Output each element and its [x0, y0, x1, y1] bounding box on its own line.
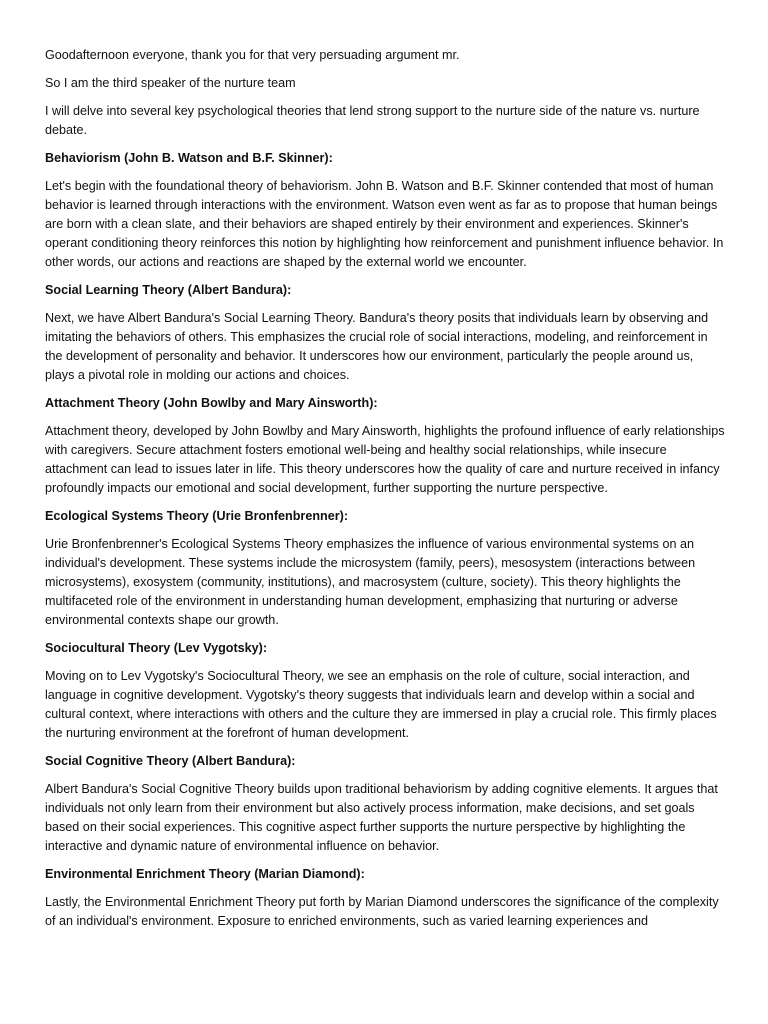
section-body-ecological-systems: Urie Bronfenbrenner's Ecological Systems Theory emphasizes the influence of various environmental systems on an individual's development. These systems include the microsystem (family, peers), mesosystem (interactions between microsystems), exosystem (community, institutions), and macrosystem (culture, society). This theory highlights the multifaceted role of the environment in understanding human development, emphasizing that nurturing or adverse environmental contexts shape our growth.	[45, 537, 696, 627]
intro-greeting: Goodafternoon everyone, thank you for that very persuading argument mr.	[45, 48, 460, 62]
section-heading-social-cognitive: Social Cognitive Theory (Albert Bandura):	[45, 754, 296, 768]
section-body-social-cognitive: Albert Bandura's Social Cognitive Theory builds upon traditional behaviorism by adding cognitive elements. It argues that individuals not only learn from their environment but also actively process information, make decisions, and set goals based on their social experiences. This cognitive aspect further supports the nurture perspective by highlighting the interactive and dynamic nature of environmental influence on behavior.	[45, 782, 718, 853]
section-heading-sociocultural: Sociocultural Theory (Lev Vygotsky):	[45, 641, 268, 655]
section-heading-attachment: Attachment Theory (John Bowlby and Mary Ainsworth):	[45, 396, 378, 410]
section-heading-ecological-systems: Ecological Systems Theory (Urie Bronfenbrenner):	[45, 509, 349, 523]
section-body-behaviorism: Let's begin with the foundational theory of behaviorism. John B. Watson and B.F. Skinner contended that most of human behavior is learned through interactions with the environment. Watson even went as far as to propose that human beings are born with a clean slate, and their behaviors are shaped entirely by their environment and experiences. Skinner's operant conditioning theory reinforces this notion by highlighting how reinforcement and punishment influence behavior. In other words, our actions and reactions are shaped by the external world we encounter.	[45, 179, 724, 269]
section-heading-environmental-enrichment: Environmental Enrichment Theory (Marian Diamond):	[45, 867, 365, 881]
section-heading-behaviorism: Behaviorism (John B. Watson and B.F. Skinner):	[45, 151, 333, 165]
section-body-social-learning: Next, we have Albert Bandura's Social Learning Theory. Bandura's theory posits that individuals learn by observing and imitating the behaviors of others. This emphasizes the crucial role of social interactions, modeling, and reinforcement in the development of personality and behavior. It underscores how our environment, particularly the people around us, plays a pivotal role in molding our actions and choices.	[45, 311, 709, 382]
section-body-sociocultural: Moving on to Lev Vygotsky's Sociocultural Theory, we see an emphasis on the role of culture, social interaction, and language in cognitive development. Vygotsky's theory suggests that individuals learn and develop within a social and cultural context, where interactions with others and the culture they are immersed in play a crucial role. This firmly places the nurturing environment at the forefront of human development.	[45, 669, 717, 740]
section-body-environmental-enrichment: Lastly, the Environmental Enrichment Theory put forth by Marian Diamond underscores the significance of the complexity of an individual's environment. Exposure to enriched environments, such as varied learning experiences and	[45, 895, 719, 928]
intro-overview: I will delve into several key psychological theories that lend strong support to the nurture side of the nature vs. nurture debate.	[45, 104, 700, 137]
document-page	[45, 46, 725, 940]
section-body-attachment: Attachment theory, developed by John Bowlby and Mary Ainsworth, highlights the profound influence of early relationships with caregivers. Secure attachment fosters emotional well-being and healthy social relationships, while insecure attachment can lead to issues later in life. This theory underscores how the quality of care and nurture received in infancy profoundly impacts our emotional and social development, further supporting the nurture perspective.	[45, 424, 725, 495]
intro-speaker: So I am the third speaker of the nurture team	[45, 76, 296, 90]
section-heading-social-learning: Social Learning Theory (Albert Bandura):	[45, 283, 292, 297]
